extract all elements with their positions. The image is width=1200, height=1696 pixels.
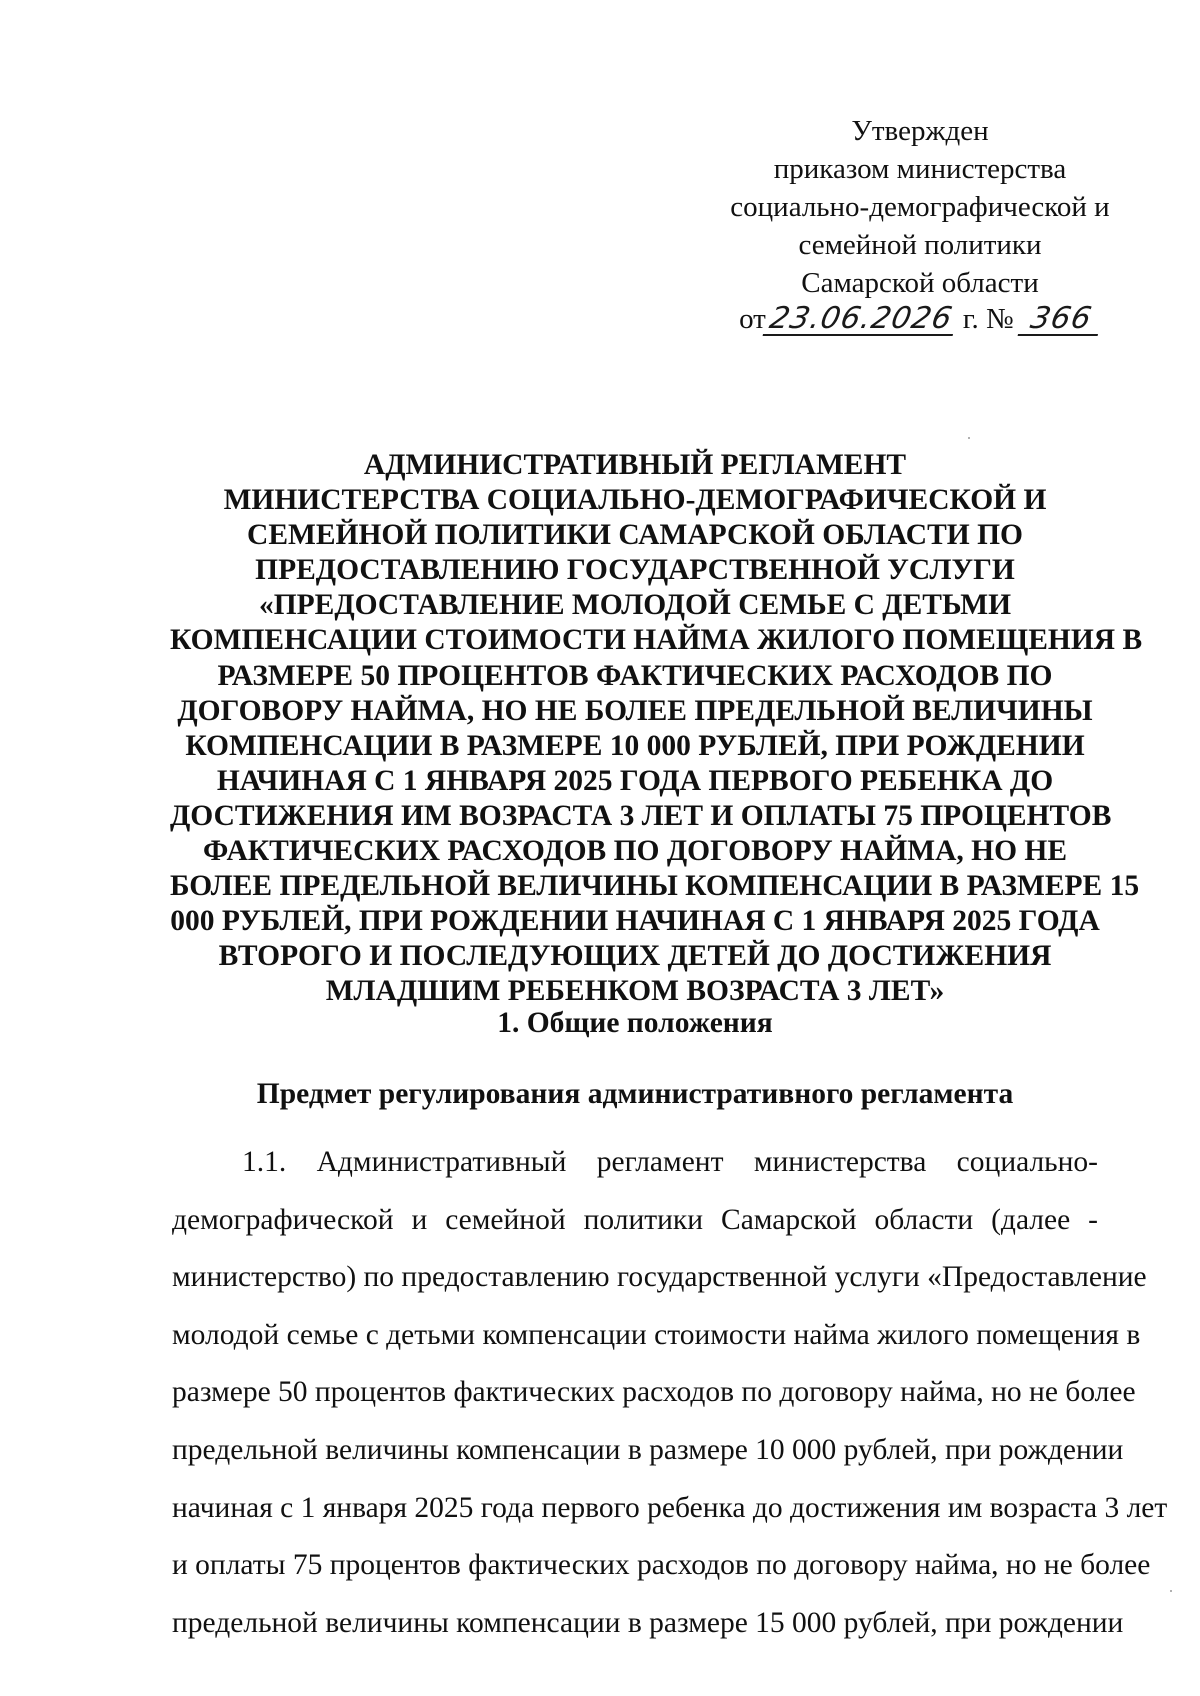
paragraph-1-1 (172, 1134, 1168, 1652)
paragraph-line: 1.1. Административный регламент министерства социально- (242, 1146, 1098, 1178)
handwritten-date: 23.06.2026 (762, 304, 959, 336)
title-line: МИНИСТЕРСТВА СОЦИАЛЬНО-ДЕМОГРАФИЧЕСКОЙ И (223, 484, 1047, 517)
paragraph-line: предельной величины компенсации в размере 15 000 рублей, при рождении (172, 1606, 1124, 1639)
title-line: ДОСТИЖЕНИЯ ИМ ВОЗРАСТА 3 ЛЕТ И ОПЛАТЫ 75 ПРОЦЕНТОВ (170, 799, 1112, 832)
approval-line: социально-демографической и (730, 191, 1110, 223)
paragraph-line: начиная с 1 января 2025 года первого ребенка до достижения им возраста 3 лет (172, 1491, 1168, 1524)
subsection-heading: Предмет регулирования административного регламента (256, 1078, 1014, 1110)
title-line: КОМПЕНСАЦИИ В РАЗМЕРЕ 10 000 РУБЛЕЙ, ПРИ РОЖДЕНИИ (185, 729, 1085, 762)
scan-speck (968, 437, 970, 439)
date-suffix: г. № (962, 303, 1014, 335)
title-line: АДМИНИСТРАТИВНЫЙ РЕГЛАМЕНТ (363, 449, 907, 481)
title-line: ВТОРОГО И ПОСЛЕДУЮЩИХ ДЕТЕЙ ДО ДОСТИЖЕНИЯ (218, 940, 1052, 973)
date-prefix: от (739, 303, 766, 335)
approval-date-line (700, 300, 1140, 338)
approval-block (700, 112, 1140, 338)
document-title (170, 448, 1143, 1010)
paragraph-line: министерство) по предоставлению государственной услуги «Предоставление (172, 1261, 1147, 1294)
title-line: ПРЕДОСТАВЛЕНИЮ ГОСУДАРСТВЕННОЙ УСЛУГИ (255, 554, 1015, 587)
title-line: БОЛЕЕ ПРЕДЕЛЬНОЙ ВЕЛИЧИНЫ КОМПЕНСАЦИИ В РАЗМЕРЕ 15 (170, 870, 1140, 903)
paragraph-line: предельной величины компенсации в размере 10 000 рублей, при рождении (172, 1433, 1124, 1466)
title-line: НАЧИНАЯ С 1 ЯНВАРЯ 2025 ГОДА ПЕРВОГО РЕБЕНКА ДО (216, 764, 1054, 797)
title-line: КОМПЕНСАЦИИ СТОИМОСТИ НАЙМА ЖИЛОГО ПОМЕЩЕНИЯ В (170, 624, 1143, 657)
title-line: ДОГОВОРУ НАЙМА, НО НЕ БОЛЕЕ ПРЕДЕЛЬНОЙ ВЕЛИЧИНЫ (177, 694, 1093, 727)
approval-line: Самарской области (801, 267, 1039, 299)
title-line: ФАКТИЧЕСКИХ РАСХОДОВ ПО ДОГОВОРУ НАЙМА, НО НЕ (202, 835, 1068, 868)
paragraph-line: размере 50 процентов фактических расходов по договору найма, но не более (172, 1376, 1136, 1409)
paragraph-line: молодой семье с детьми компенсации стоимости найма жилого помещения в (172, 1318, 1141, 1351)
approval-line: семейной политики (798, 229, 1042, 261)
title-line: «ПРЕДОСТАВЛЕНИЕ МОЛОДОЙ СЕМЬЕ С ДЕТЬМИ (258, 589, 1012, 622)
paragraph-line: демографической и семейной политики Самарской области (далее - (172, 1203, 1098, 1236)
approval-line: приказом министерства (773, 153, 1067, 185)
title-line: 000 РУБЛЕЙ, ПРИ РОЖДЕНИИ НАЧИНАЯ С 1 ЯНВАРЯ 2025 ГОДА (170, 905, 1100, 938)
paragraph-line: и оплаты 75 процентов фактических расходов по договору найма, но не более (172, 1549, 1151, 1582)
scan-speck (1170, 1590, 1172, 1592)
approval-line: Утвержден (851, 115, 989, 147)
title-line: МЛАДШИМ РЕБЕНКОМ ВОЗРАСТА 3 ЛЕТ» (325, 975, 945, 1008)
section-heading: 1. Общие положения (497, 1007, 773, 1039)
handwritten-order-number: 366 (1018, 304, 1105, 336)
title-line: РАЗМЕРЕ 50 ПРОЦЕНТОВ ФАКТИЧЕСКИХ РАСХОДОВ ПО (217, 659, 1053, 692)
title-line: СЕМЕЙНОЙ ПОЛИТИКИ САМАРСКОЙ ОБЛАСТИ ПО (247, 519, 1023, 552)
